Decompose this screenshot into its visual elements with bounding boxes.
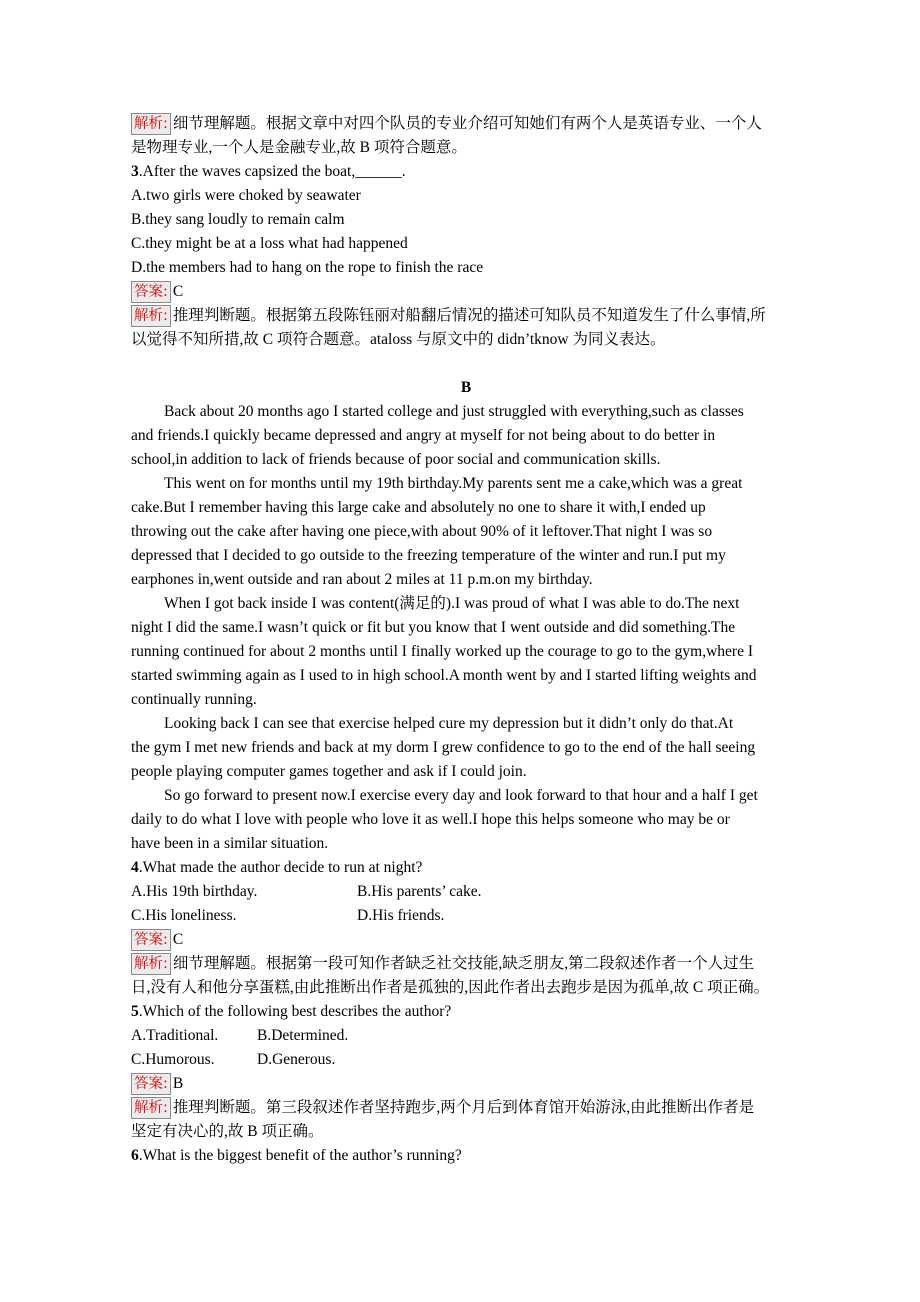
- paragraph-line: Looking back I can see that exercise helped cure my depression but it didn’t only do that.At: [164, 715, 734, 732]
- question: [131, 1000, 801, 1024]
- answer-line: [131, 928, 801, 952]
- paragraph-line: people playing computer games together and ask if I could join.: [131, 763, 527, 780]
- option-row: [131, 1048, 801, 1072]
- analysis-line: [131, 952, 801, 976]
- option-row: [131, 208, 801, 232]
- analysis-line: [131, 112, 801, 136]
- question-text: .After the waves capsized the boat,______.: [138, 163, 406, 180]
- option: C.Humorous.: [131, 1051, 215, 1068]
- analysis-text: 细节理解题。根据文章中对四个队员的专业介绍可知她们有两个人是英语专业、一个人: [172, 115, 762, 132]
- analysis-text: 坚定有决心的,故 B 项正确。: [131, 1123, 324, 1140]
- paragraph-line: earphones in,went outside and ran about 2 miles at 11 p.m.on my birthday.: [131, 571, 593, 588]
- question-text: .What made the author decide to run at night?: [138, 859, 423, 876]
- analysis-label: 解析:: [131, 953, 171, 975]
- paragraph-line: night I did the same.I wasn’t quick or fit but you know that I went outside and did something.The: [131, 619, 736, 636]
- paragraph-line: started swimming again as I used to in high school.A month went by and I started lifting weights and: [131, 667, 757, 684]
- question-text: .Which of the following best describes the author?: [138, 1003, 452, 1020]
- analysis-text: 是物理专业,一个人是金融专业,故 B 项符合题意。: [131, 139, 467, 156]
- spacer: [131, 352, 801, 376]
- paragraph-line: have been in a similar situation.: [131, 835, 329, 852]
- option-row: [131, 256, 801, 280]
- paragraph-line: So go forward to present now.I exercise every day and look forward to that hour and a half I get: [164, 787, 758, 804]
- paragraph-line: When I got back inside I was content(满足的).I was proud of what I was able to do.The next: [164, 595, 740, 612]
- paragraph-line: school,in addition to lack of friends because of poor social and communication skills.: [131, 451, 661, 468]
- answer-value: C: [172, 283, 184, 300]
- paragraph-line: cake.But I remember having this large cake and absolutely no one to share it with,I ended up: [131, 499, 706, 516]
- option: D.His friends.: [357, 907, 445, 924]
- option: A.Traditional.: [131, 1027, 219, 1044]
- paragraph-line: running continued for about 2 months until I finally worked up the courage to go to the gym,where I: [131, 643, 754, 660]
- paragraph-line: This went on for months until my 19th birthday.My parents sent me a cake,which was a great: [164, 475, 743, 492]
- analysis-line: [131, 304, 801, 328]
- analysis-text: 以觉得不知所措,故 C 项符合题意。ataloss 与原文中的 didn’tknow 为同义表达。: [131, 331, 666, 348]
- section-heading: B: [460, 379, 472, 396]
- option: A.His 19th birthday.: [131, 883, 258, 900]
- analysis-text: 细节理解题。根据第一段可知作者缺乏社交技能,缺乏朋友,第二段叙述作者一个人过生: [172, 955, 755, 972]
- option: D.Generous.: [257, 1051, 336, 1068]
- answer-value: B: [172, 1075, 184, 1092]
- question-text: .What is the biggest benefit of the author’s running?: [138, 1147, 462, 1164]
- option: C.His loneliness.: [131, 907, 237, 924]
- analysis-line: [131, 976, 801, 1000]
- analysis-line: [131, 328, 801, 352]
- question-number: 3: [131, 163, 139, 180]
- option-row: [131, 184, 801, 208]
- paragraph-line: Back about 20 months ago I started college and just struggled with everything,such as classes: [164, 403, 744, 420]
- question-number: 6: [131, 1147, 139, 1164]
- paragraph-line: the gym I met new friends and back at my dorm I grew confidence to go to the end of the hall seeing: [131, 739, 756, 756]
- option-row: [131, 904, 801, 928]
- analysis-line: [131, 1120, 801, 1144]
- paragraph-line: continually running.: [131, 691, 257, 708]
- question-number: 5: [131, 1003, 139, 1020]
- analysis-text: 推理判断题。根据第五段陈钰丽对船翻后情况的描述可知队员不知道发生了什么事情,所: [172, 307, 766, 324]
- question: [131, 160, 801, 184]
- question: [131, 1144, 801, 1168]
- answer-line: [131, 1072, 801, 1096]
- option: B.they sang loudly to remain calm: [131, 211, 345, 228]
- answer-label: 答案:: [131, 281, 171, 303]
- analysis-label: 解析:: [131, 1097, 171, 1119]
- analysis-label: 解析:: [131, 113, 171, 135]
- analysis-text: 日,没有人和他分享蛋糕,由此推断出作者是孤独的,因此作者出去跑步是因为孤单,故 C 项正确。: [131, 979, 770, 996]
- question: [131, 856, 801, 880]
- paragraph-line: depressed that I decided to go outside to the freezing temperature of the winter and run.I put my: [131, 547, 726, 564]
- option: A.two girls were choked by seawater: [131, 187, 361, 204]
- question-number: 4: [131, 859, 139, 876]
- analysis-line: [131, 136, 801, 160]
- paragraph-line: and friends.I quickly became depressed and angry at myself for not being about to do better in: [131, 427, 716, 444]
- document-page: [131, 112, 801, 1168]
- option-row: [131, 880, 801, 904]
- analysis-text: 推理判断题。第三段叙述作者坚持跑步,两个月后到体育馆开始游泳,由此推断出作者是: [172, 1099, 755, 1116]
- paragraph-line: daily to do what I love with people who love it as well.I hope this helps someone who may be or: [131, 811, 730, 828]
- analysis-label: 解析:: [131, 305, 171, 327]
- option-row: [131, 1024, 801, 1048]
- paragraph-line: throwing out the cake after having one piece,with about 90% of it leftover.That night I was so: [131, 523, 713, 540]
- option: B.Determined.: [257, 1027, 349, 1044]
- option: D.the members had to hang on the rope to finish the race: [131, 259, 484, 276]
- option: C.they might be at a loss what had happened: [131, 235, 408, 252]
- option: B.His parents’ cake.: [357, 883, 482, 900]
- option-row: [131, 232, 801, 256]
- answer-label: 答案:: [131, 1073, 171, 1095]
- answer-value: C: [172, 931, 184, 948]
- analysis-line: [131, 1096, 801, 1120]
- answer-line: [131, 280, 801, 304]
- answer-label: 答案:: [131, 929, 171, 951]
